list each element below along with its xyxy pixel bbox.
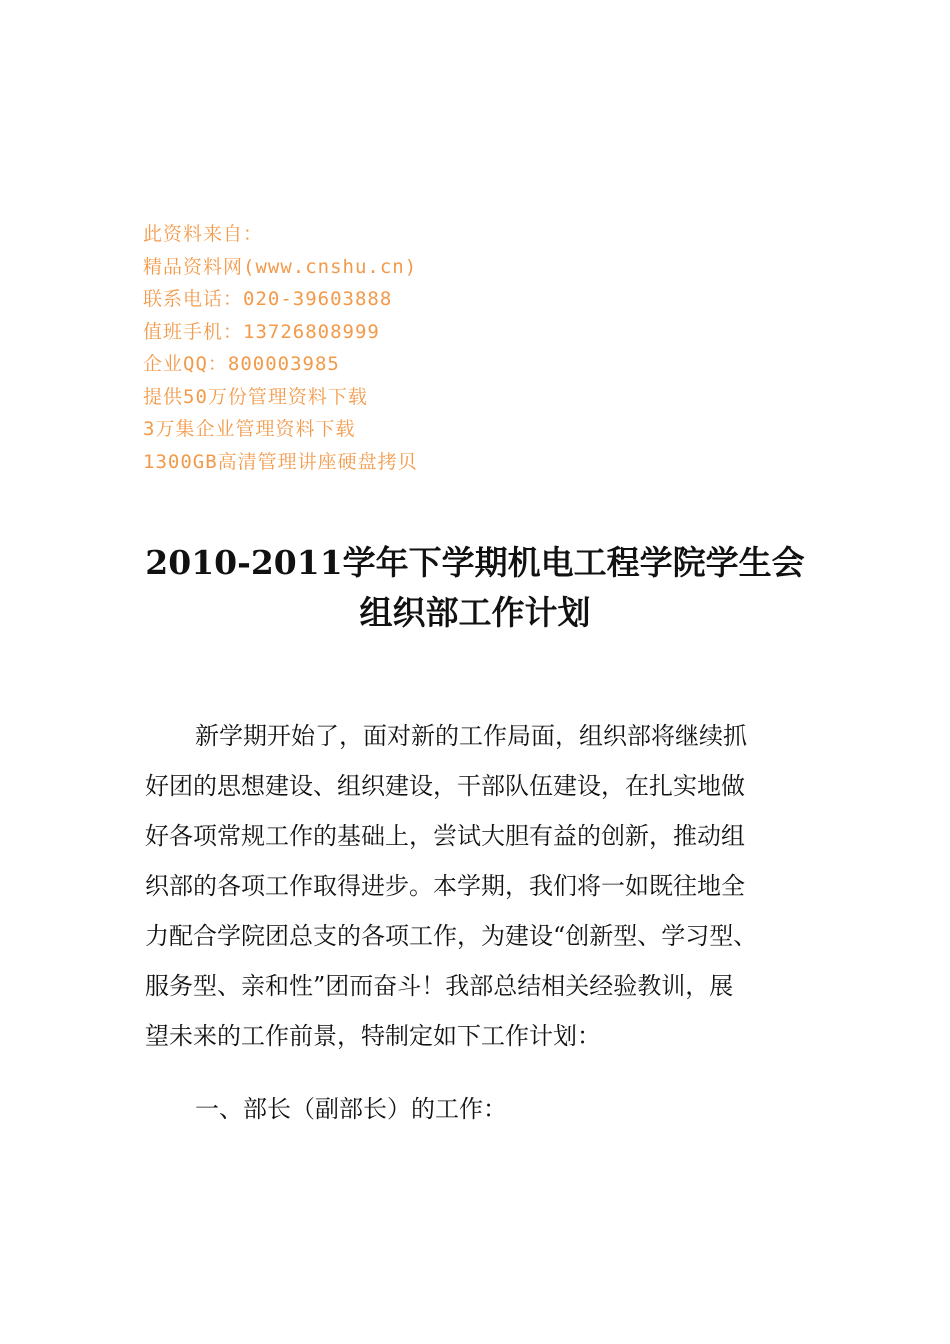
intro-line: 好各项常规工作的基础上，尝试大胆有益的创新，推动组 [145, 822, 745, 850]
source-line-website: 精品资料网(www.cnshu.cn) [143, 255, 418, 278]
intro-line: 望未来的工作前景，特制定如下工作计划： [145, 1022, 601, 1050]
source-line-mobile: 值班手机：13726808999 [143, 320, 380, 343]
title-line-1: 2010-2011学年下学期机电工程学院学生会 [145, 543, 805, 582]
intro-line: 好团的思想建设、组织建设，干部队伍建设，在扎实地做 [145, 772, 745, 800]
source-line-qq: 企业QQ：800003985 [143, 353, 340, 375]
title-line-2: 组织部工作计划 [359, 593, 591, 632]
source-line-offer-1: 提供50万份管理资料下载 [143, 385, 368, 408]
source-line-label: 此资料来自： [143, 223, 264, 245]
document-title [0, 538, 950, 638]
source-line-offer-2: 3万集企业管理资料下载 [143, 418, 356, 440]
intro-line: 服务型、亲和性”团而奋斗！我部总结相关经验教训，展 [145, 972, 734, 1000]
source-info-block [143, 218, 663, 478]
source-line-offer-3: 1300GB高清管理讲座硬盘拷贝 [143, 450, 418, 473]
intro-line: 新学期开始了，面对新的工作局面，组织部将继续抓 [195, 722, 747, 750]
section-1-heading: 一、部长（副部长）的工作： [195, 1095, 507, 1123]
intro-paragraph [145, 711, 805, 1061]
intro-line: 力配合学院团总支的各项工作，为建设“创新型、学习型、 [145, 922, 758, 950]
intro-line: 织部的各项工作取得进步。本学期，我们将一如既往地全 [145, 872, 745, 900]
source-line-phone: 联系电话：020-39603888 [143, 288, 393, 310]
document-body [145, 711, 805, 1134]
